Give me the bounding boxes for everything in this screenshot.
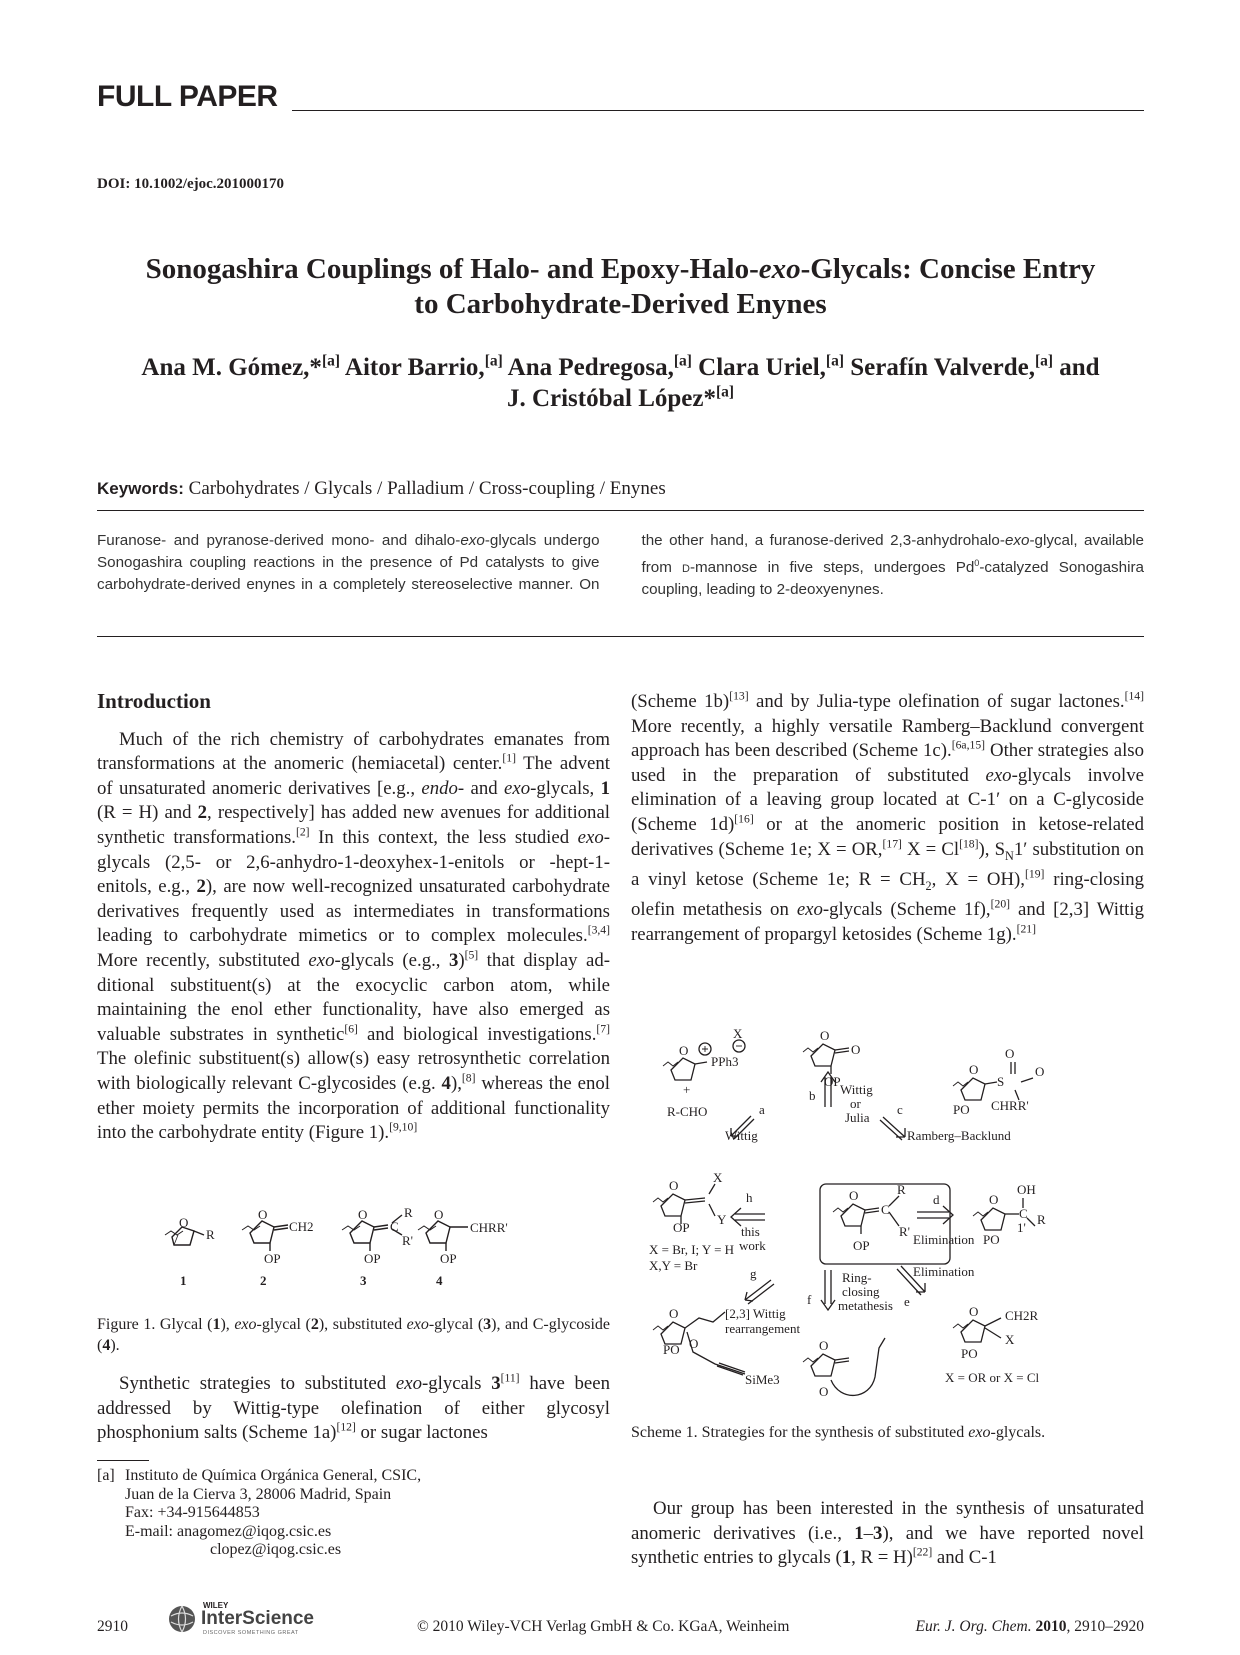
compound-label: 3 <box>360 1273 367 1288</box>
abstract-bottom-rule <box>97 636 1144 637</box>
svg-text:h: h <box>746 1190 753 1205</box>
svg-text:PO: PO <box>663 1342 680 1357</box>
svg-text:O: O <box>819 1384 829 1399</box>
institution: Instituto de Química Orgánica General, CSIC, <box>125 1467 422 1484</box>
doi[interactable]: DOI: 10.1002/ejoc.201000170 <box>97 176 285 192</box>
svg-text:Elimination: Elimination <box>913 1264 975 1279</box>
svg-text:work: work <box>739 1238 766 1253</box>
svg-text:X: X <box>1005 1332 1015 1347</box>
left-column <box>97 689 610 1146</box>
svg-text:X,Y = Br: X,Y = Br <box>649 1258 698 1273</box>
svg-text:PO: PO <box>961 1346 978 1361</box>
op-label: OP <box>264 1251 281 1266</box>
intro-paragraph-2: Synthetic strategies to substituted exo-glycals 3[11] have been addressed by Wittig-type olefination of either glycosyl phosphonium salts (Scheme 1a)[12] or sugar lactones <box>97 1371 610 1444</box>
svg-text:rearrangement: rearrangement <box>725 1321 801 1336</box>
svg-text:SiMe3: SiMe3 <box>745 1372 780 1387</box>
svg-text:X: X <box>713 1170 723 1185</box>
affiliation-footnote: [a] Instituto de Química Orgánica General, CSIC, Juan de la Cierva 3, 28006 Madrid, Spain Fax: +34-915644853 E-mail: anagomez@iqog.csic.es clopez@iqog.csic.es <box>97 1467 610 1560</box>
footnote-rule <box>97 1460 149 1461</box>
svg-text:OH: OH <box>1017 1182 1036 1197</box>
figure-1-caption: Figure 1. Glycal (1), exo-glycal (2), substituted exo-glycal (3), and C-glycoside (4). <box>97 1316 611 1354</box>
svg-text:C: C <box>1019 1206 1028 1221</box>
substituent-rp: R' <box>402 1233 414 1248</box>
figure-1 <box>150 1205 570 1290</box>
right-column-bottom <box>631 1497 1144 1571</box>
address: Juan de la Cierva 3, 28006 Madrid, Spain <box>125 1485 392 1503</box>
body-paragraph: Our group has been interested in the synthesis of unsaturated anomeric derivatives (i.e., 1–3), and we have reported novel synthetic entries to glycals (1, R = H)[22] and C-1 <box>631 1498 1144 1569</box>
copyright: © 2010 Wiley-VCH Verlag GmbH & Co. KGaA, Weinheim <box>417 1618 790 1635</box>
svg-text:e: e <box>904 1294 910 1309</box>
abstract: Furanose- and pyranose-derived mono- and dihalo-exo-glycals undergo Sonogashira coupling reactions in the presence of Pd catalysts to give carbohydrate-derived enynes in a completely stereoselective manner. On the other hand, a furanose-derived 2,3-anhydrohalo-exo-glycal, available from d-mannose in five steps, undergoes Pd$^0$-catalyzed Sonogashira coupling, leading to 2-deoxyenynes. <box>97 532 1144 599</box>
section-heading: Introduction <box>97 689 211 713</box>
substituent-r: R <box>206 1227 215 1242</box>
compound-label: 4 <box>436 1273 443 1288</box>
title-line-2: to Carbohydrate-Derived Enynes <box>414 288 827 320</box>
svg-text:CHRR': CHRR' <box>991 1098 1029 1113</box>
svg-text:a: a <box>759 1102 765 1117</box>
svg-text:O: O <box>689 1336 699 1351</box>
scheme-1-graphics <box>649 1022 1145 1402</box>
svg-text:1': 1' <box>1017 1220 1026 1235</box>
svg-text:R-CHO: R-CHO <box>667 1104 708 1119</box>
op-label: OP <box>364 1251 381 1266</box>
svg-text:Ring-: Ring- <box>842 1270 872 1285</box>
svg-text:O: O <box>820 1028 830 1043</box>
globe-icon <box>167 1604 197 1634</box>
email-2[interactable]: clopez@iqog.csic.es <box>210 1541 342 1558</box>
body-paragraph: (Scheme 1b)[13] and by Julia-type olefination of sugar lactones.[14] More recently, a highly versatile Ramberg–Backlund convergent approach has been described (Scheme 1c).[6a,15] Other strategies also used in the preparation of substituted exo-glycals involve elimination of a leaving group located at C-1′ on a C-glycoside (Scheme 1d)[16] or at the anomeric position in ketose-related derivatives (Scheme 1e; X = OR,[17] X = Cl[18]), $S_N1'$ substitution on a vinyl ketose (Scheme 1e; $R = CH_2$, X = OH),[19] ring-closing olefin metathesis on exo-glycals (Scheme 1f),[20] and [2,3] Wittig rearrangement of propargyl ketosides (Scheme 1g).[21] <box>631 689 1145 945</box>
fax: Fax: +34-915644853 <box>125 1504 260 1521</box>
svg-text:R: R <box>1037 1212 1046 1227</box>
svg-text:O: O <box>969 1304 979 1319</box>
svg-text:O: O <box>989 1192 999 1207</box>
svg-text:+: + <box>683 1082 691 1097</box>
svg-text:X = OR or X = Cl: X = OR or X = Cl <box>945 1370 1040 1385</box>
author: Ana M. Gómez,* <box>141 354 322 381</box>
page-header <box>97 80 1144 114</box>
svg-text:OP: OP <box>824 1074 841 1089</box>
svg-text:OP: OP <box>673 1220 690 1235</box>
scheme-1-caption: Scheme 1. Strategies for the synthesis of substituted exo-glycals. <box>631 1424 1046 1441</box>
right-column <box>631 690 1144 947</box>
svg-text:S: S <box>997 1074 1005 1089</box>
section-label: FULL PAPER <box>97 80 278 113</box>
svg-text:this: this <box>741 1224 760 1239</box>
svg-text:CH2R: CH2R <box>1005 1308 1039 1323</box>
svg-text:O: O <box>819 1338 829 1353</box>
interscience-logo: WILEY InterScience DISCOVER SOMETHING GREAT <box>167 1602 335 1638</box>
svg-text:PO: PO <box>983 1232 1000 1247</box>
svg-text:C: C <box>881 1202 890 1217</box>
intro-paragraph: Much of the rich chemistry of carbohydrates emanates from transformations at the anomeric (hemiacetal) center.[1] The advent of unsaturated anomeric derivatives [e.g., endo- and exo-glycals, 1 (R = H) and 2, respectively] has added new avenues for additional synthetic transformations.[2] In this context, the less studied exo-glycals (2,5- or 2,6-anhydro-1-deoxyhex-1-enitols or -hept-1-enitols, e.g., 2), are now well-recognized unsaturated carbohydrate derivatives frequently used as intermediates in transformations leading to carbohydrate mimetics or to complex molecules.[3,4] More recently, substituted exo-glycals (e.g., 3)[5] that display additional substituent(s) at the exocyclic carbon atom, while maintaining the enol ether functionality, have also emerged as valuable substrates in synthetic[6] and biological investigations.[7] The olefinic substituent(s) allow(s) easy retrosynthetic correlation with biologically relevant C-glycosides (e.g. 4),[8] whereas the enol ether moiety permits the incorporation of additional functionality into the carbohydrate entity (Figure 1).[9,10] <box>97 728 610 1144</box>
ch2-label: CH2 <box>289 1219 314 1234</box>
svg-text:Y: Y <box>717 1212 727 1227</box>
svg-text:O: O <box>1005 1046 1015 1061</box>
author: J. Cristóbal López* <box>506 385 716 412</box>
svg-text:Wittig: Wittig <box>725 1128 758 1143</box>
email[interactable]: E-mail: anagomez@iqog.csic.es <box>125 1522 332 1540</box>
title-line-1: Sonogashira Couplings of Halo- and Epoxy-Halo-exo-Glycals: Concise Entry <box>145 253 1096 285</box>
svg-text:R: R <box>897 1182 906 1197</box>
op-label: OP <box>440 1251 457 1266</box>
svg-text:c: c <box>897 1102 903 1117</box>
keywords-text: Carbohydrates / Glycals / Palladium / Cross-coupling / Enynes <box>188 478 666 499</box>
ring-oxygen: O <box>179 1215 189 1230</box>
header-rule <box>292 110 1144 111</box>
svg-text:X = Br, I; Y = H: X = Br, I; Y = H <box>649 1242 735 1257</box>
svg-text:Elimination: Elimination <box>913 1232 975 1247</box>
compound-label: 1 <box>180 1273 187 1288</box>
page-footer <box>97 1601 1144 1642</box>
ring-oxygen: O <box>358 1207 368 1222</box>
svg-text:closing: closing <box>842 1284 880 1299</box>
svg-text:PPh3: PPh3 <box>711 1054 739 1069</box>
author: Aitor Barrio, <box>344 354 485 381</box>
svg-text:O: O <box>851 1042 861 1057</box>
svg-text:or: or <box>850 1096 861 1111</box>
svg-text:b: b <box>809 1088 816 1103</box>
svg-text:O: O <box>969 1062 979 1077</box>
svg-text:O: O <box>849 1188 859 1203</box>
svg-text:f: f <box>807 1292 812 1307</box>
scheme-1 <box>649 1022 1145 1402</box>
svg-text:R': R' <box>899 1224 911 1239</box>
svg-text:O: O <box>669 1306 679 1321</box>
svg-text:O: O <box>669 1178 679 1193</box>
svg-text:metathesis: metathesis <box>838 1298 893 1313</box>
citation: Eur. J. Org. Chem. 2010, 2910–2920 <box>915 1618 1144 1635</box>
page-number: 2910 <box>97 1618 128 1635</box>
svg-text:O: O <box>1035 1064 1045 1079</box>
author: Serafín Valverde, <box>850 354 1035 381</box>
keywords <box>97 478 666 500</box>
author: Ana Pedregosa, <box>507 354 674 381</box>
compound-label: 2 <box>260 1273 267 1288</box>
keywords-label: Keywords: <box>97 479 184 498</box>
author-list: Ana M. Gómez,*[a] Aitor Barrio,[a] Ana Pedregosa,[a] Clara Uriel,[a] Serafín Valverde,[a] and J. Cristóbal López*[a] <box>141 352 1100 412</box>
paper-title <box>97 252 1144 322</box>
svg-text:Julia: Julia <box>845 1110 870 1125</box>
svg-text:PO: PO <box>953 1102 970 1117</box>
ring-oxygen: O <box>258 1207 268 1222</box>
svg-text:O: O <box>679 1043 689 1058</box>
svg-text:OP: OP <box>853 1238 870 1253</box>
author: Clara Uriel, <box>698 354 826 381</box>
substituent-r: R <box>404 1205 413 1220</box>
ring-oxygen: O <box>434 1207 444 1222</box>
abstract-top-rule <box>97 510 1144 511</box>
svg-text:Wittig: Wittig <box>840 1082 873 1097</box>
svg-text:[2,3] Wittig: [2,3] Wittig <box>725 1306 786 1321</box>
svg-text:d: d <box>933 1192 940 1207</box>
svg-text:g: g <box>750 1266 757 1281</box>
chrr-label: CHRR' <box>470 1220 508 1235</box>
svg-text:C: C <box>390 1219 399 1234</box>
svg-text:X: X <box>733 1026 743 1041</box>
svg-text:Ramberg–Backlund: Ramberg–Backlund <box>907 1128 1011 1143</box>
